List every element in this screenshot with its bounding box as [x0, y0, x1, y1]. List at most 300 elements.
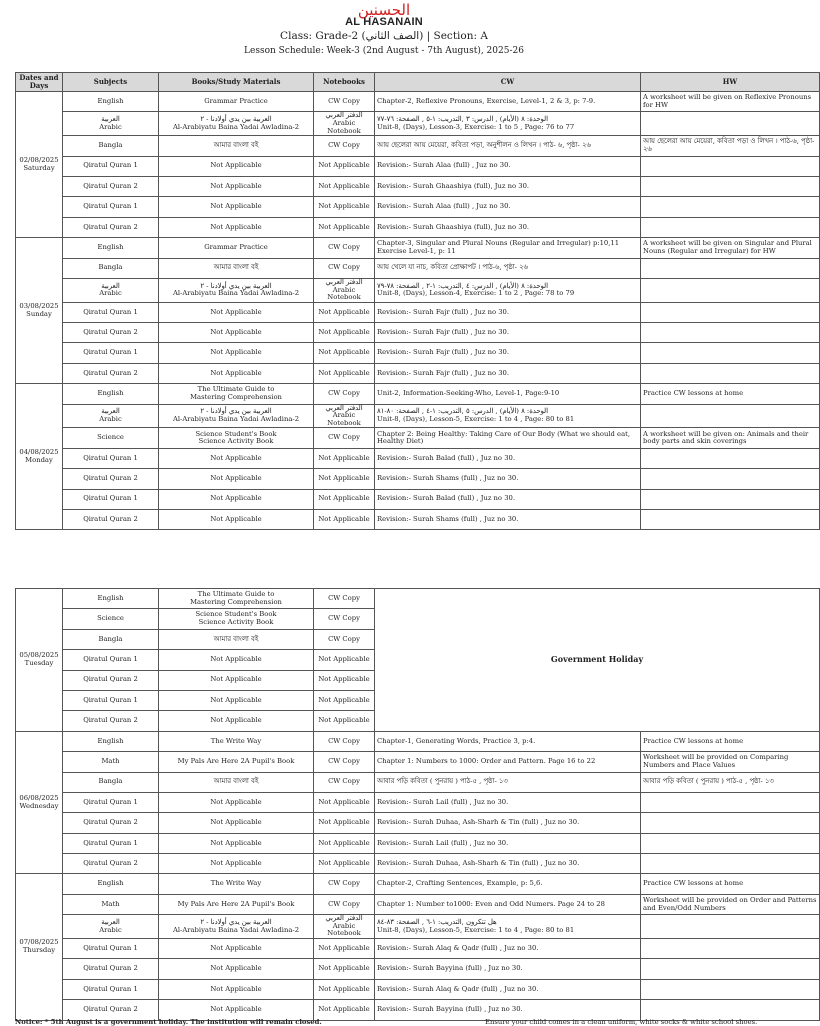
cw-cell-text: Revision:- Surah Duhaa, Ash-Sharh & Tin (full) , Juz no 30.: [377, 858, 580, 867]
notebook-cell-text: Not Applicable: [318, 716, 370, 725]
notebook-cell-text: CW Copy: [328, 389, 360, 398]
subject-cell: [63, 650, 159, 670]
hw-cell-text: Practice CW lessons at home: [643, 389, 744, 398]
table-row: [16, 343, 820, 363]
date-day-cell-text: 05/08/2025: [19, 651, 59, 660]
hw-cell: [641, 489, 820, 509]
subject-cell-text: Math: [101, 757, 120, 766]
date-day-cell-text: 02/08/2025: [19, 155, 59, 164]
subject-cell: [63, 258, 159, 278]
hw-cell: [641, 217, 820, 237]
cw-cell: [375, 448, 641, 468]
notebook-cell-text: Not Applicable: [318, 818, 370, 827]
table-row: [16, 217, 820, 237]
hw-cell: [641, 238, 820, 258]
book-cell-text: العربية بين يدي أولادنا - ٢: [200, 407, 272, 416]
hw-cell: [641, 278, 820, 302]
notebook-cell: [314, 979, 375, 999]
cw-cell: [375, 197, 641, 217]
notebook-cell-text: Not Applicable: [318, 838, 370, 847]
hw-cell: [641, 112, 820, 136]
book-cell: [159, 792, 314, 812]
notebook-cell-text: Not Applicable: [318, 307, 370, 316]
notebook-cell-text: Arabic Notebook: [327, 921, 361, 938]
notebook-cell: [314, 302, 375, 322]
hw-cell: [641, 959, 820, 979]
notebook-cell: [314, 112, 375, 136]
cw-cell-text: Revision:- Surah Shams (full) , Juz no 30.: [377, 474, 519, 483]
subject-cell: [63, 92, 159, 112]
book-cell-text: Science Student's Book: [195, 610, 277, 619]
book-cell-text: Al-Arabiyatu Baina Yadai Awladina-2: [172, 289, 300, 298]
cw-cell: [375, 176, 641, 196]
subject-cell: [63, 278, 159, 302]
book-cell: [159, 343, 314, 363]
book-cell: [159, 469, 314, 489]
notebook-cell: [314, 731, 375, 751]
subject-cell-text: Qiratul Quran 1: [83, 797, 138, 806]
hw-cell: [641, 792, 820, 812]
notebook-cell-text: Not Applicable: [318, 348, 370, 357]
cw-cell-text: Revision:- Surah Alaq & Qadr (full) , Juz no 30.: [377, 943, 539, 952]
cw-cell-text: Unit-2, Information-Seeking-Who, Level-1, Page:9-10: [377, 389, 560, 398]
notebook-cell: [314, 854, 375, 874]
book-cell: [159, 384, 314, 404]
book-cell: [159, 136, 314, 156]
subject-cell: [63, 428, 159, 448]
table-row: [16, 469, 820, 489]
subject-cell: [63, 384, 159, 404]
notebook-cell: [314, 650, 375, 670]
subject-cell: [63, 136, 159, 156]
notebook-cell-text: الدفتر العربي: [325, 111, 363, 120]
notebook-cell: [314, 589, 375, 609]
subject-cell: [63, 589, 159, 609]
subject-cell-text: Qiratul Quran 1: [83, 984, 138, 993]
book-cell: [159, 489, 314, 509]
notebook-cell-text: الدفتر العربي: [325, 914, 363, 923]
book-cell-text: My Pals Are Here 2A Pupil's Book: [177, 899, 295, 908]
cw-cell-text: Revision:- Surah Ghaashiya (full), Juz no 30.: [377, 181, 530, 190]
date-day-cell-text: Sunday: [26, 309, 52, 318]
book-cell: [159, 176, 314, 196]
book-cell-text: আমার বাংলা বই: [213, 141, 259, 150]
subject-cell-text: Qiratul Quran 2: [83, 222, 138, 231]
book-cell-text: The Write Way: [210, 879, 262, 888]
notebook-cell: [314, 915, 375, 939]
date-day-cell-text: 04/08/2025: [19, 448, 59, 457]
header-books: Books/Study Materials: [159, 73, 314, 92]
subject-cell: [63, 711, 159, 731]
subject-cell: [63, 792, 159, 812]
date-day-cell-text: 07/08/2025: [19, 938, 59, 947]
table-row: [16, 772, 820, 792]
hw-cell: [641, 92, 820, 112]
notebook-cell: [314, 894, 375, 914]
notebook-cell: [314, 833, 375, 853]
notebook-cell: [314, 448, 375, 468]
table-row: [16, 894, 820, 914]
cw-cell-text: Unit-8, (Days), Lesson-5, Exercise: 1 to 4 , Page: 80 to 81: [377, 925, 575, 934]
book-cell-text: Grammar Practice: [204, 96, 268, 105]
subject-cell-text: العربية: [101, 407, 120, 416]
subject-cell: [63, 939, 159, 959]
subject-cell-text: Arabic: [99, 925, 122, 934]
subject-cell-text: Qiratul Quran 2: [83, 964, 138, 973]
cw-cell-text: আবার পড়ি কবিতা ( পুনরায় ) পাঠ-৫ , পৃষ্ঠা- ১৩: [377, 777, 508, 786]
notebook-cell-text: CW Copy: [328, 433, 360, 442]
notebook-cell: [314, 813, 375, 833]
book-cell: [159, 509, 314, 529]
notebook-cell-text: Not Applicable: [318, 655, 370, 664]
header-dates: Dates and Days: [16, 73, 63, 92]
book-cell: [159, 979, 314, 999]
book-cell-text: Al-Arabiyatu Baina Yadai Awladina-2: [172, 925, 300, 934]
cw-cell: [375, 156, 641, 176]
subject-cell: [63, 217, 159, 237]
table-header-row: [16, 73, 820, 92]
book-cell: [159, 650, 314, 670]
subject-cell: [63, 854, 159, 874]
notebook-cell: [314, 384, 375, 404]
notebook-cell: [314, 136, 375, 156]
cw-cell-text: Chapter-2, Reflexive Pronouns, Exercise, Level-1, 2 & 3, p: 7-9.: [377, 96, 596, 105]
table-row: [16, 489, 820, 509]
date-day-cell-text: Thursday: [22, 946, 56, 955]
subject-cell-text: Qiratul Quran 2: [83, 514, 138, 523]
subject-cell-text: Qiratul Quran 1: [83, 161, 138, 170]
cw-cell-text: Revision:- Surah Duhaa, Ash-Sharh & Tin (full) , Juz no 30.: [377, 818, 580, 827]
subject-cell-text: English: [97, 593, 124, 602]
cw-cell-text: Revision:- Surah Alaa (full) , Juz no 30.: [377, 161, 511, 170]
subject-cell: [63, 609, 159, 629]
table-row: [16, 589, 820, 609]
hw-cell: [641, 404, 820, 428]
book-cell: [159, 197, 314, 217]
notebook-cell: [314, 711, 375, 731]
hw-cell: [641, 854, 820, 874]
holiday-notice: Notice: * 5th August is a government holiday. The institution will remain closed.: [15, 1018, 322, 1026]
cw-cell: [375, 752, 641, 772]
subject-cell: [63, 979, 159, 999]
subject-cell-text: Qiratul Quran 2: [83, 716, 138, 725]
hw-cell: [641, 258, 820, 278]
cw-cell: [375, 323, 641, 343]
table-row: [16, 813, 820, 833]
subject-cell-text: Bangla: [98, 263, 123, 272]
notebook-cell-text: CW Copy: [328, 243, 360, 252]
subject-cell: [63, 959, 159, 979]
table-row: [16, 428, 820, 448]
subject-cell-text: العربية: [101, 281, 120, 290]
book-cell: [159, 217, 314, 237]
subject-cell-text: Science: [97, 433, 124, 442]
school-logo-arabic: الحسنين: [357, 1, 411, 19]
hw-cell-text: Practice CW lessons at home: [643, 736, 744, 745]
notebook-cell-text: Arabic Notebook: [327, 118, 361, 135]
hw-cell: [641, 428, 820, 448]
subject-cell-text: Qiratul Quran 1: [83, 307, 138, 316]
notebook-cell-text: CW Copy: [328, 96, 360, 105]
date-day-cell-text: Monday: [25, 455, 53, 464]
notebook-cell-text: CW Copy: [328, 593, 360, 602]
cw-cell-text: Revision:- Surah Fajr (full) , Juz no 30.: [377, 327, 510, 336]
book-cell-text: العربية بين يدي أولادنا - ٢: [200, 918, 272, 927]
notebook-cell-text: CW Copy: [328, 634, 360, 643]
book-cell: [159, 589, 314, 609]
hw-cell: [641, 772, 820, 792]
table-row: [16, 939, 820, 959]
date-day-cell-text: 06/08/2025: [19, 794, 59, 802]
notebook-cell: [314, 469, 375, 489]
date-day-cell-text: Wednesday: [19, 801, 59, 810]
cw-cell-text: الوحدة: ٨ (الأيام) , الدرس: ٥ ,التدريب: ١-٤ , الصفحة: ٨٠-٨١: [377, 407, 549, 416]
subject-cell: [63, 404, 159, 428]
notebook-cell: [314, 1000, 375, 1020]
subject-cell: [63, 813, 159, 833]
cw-cell: [375, 731, 641, 751]
cw-cell-text: Revision:- Surah Fajr (full) , Juz no 30.: [377, 307, 510, 316]
table-row: [16, 323, 820, 343]
book-cell: [159, 302, 314, 322]
notebook-cell: [314, 752, 375, 772]
table-row: [16, 384, 820, 404]
cw-cell: [375, 384, 641, 404]
notebook-cell-text: CW Copy: [328, 614, 360, 623]
cw-cell-text: Revision:- Surah Lail (full) , Juz no 30.: [377, 838, 509, 847]
hw-cell: [641, 448, 820, 468]
cw-cell: [375, 979, 641, 999]
book-cell: [159, 609, 314, 629]
notebook-cell: [314, 629, 375, 649]
subject-cell: [63, 448, 159, 468]
cw-cell-text: Unit-8, (Days), Lesson-5, Exercise: 1 to 4 , Page: 80 to 81: [377, 415, 575, 424]
notebook-cell-text: Not Applicable: [318, 222, 370, 231]
date-day-cell: [16, 92, 63, 238]
date-day-cell: [16, 238, 63, 384]
government-holiday-cell-text: Government Holiday: [550, 654, 644, 665]
book-cell-text: Not Applicable: [210, 675, 262, 684]
book-cell: [159, 894, 314, 914]
cw-cell: [375, 238, 641, 258]
hw-cell: [641, 731, 820, 751]
book-cell-text: আমার বাংলা বই: [213, 634, 259, 643]
subject-cell: [63, 629, 159, 649]
book-cell-text: Not Applicable: [210, 984, 262, 993]
notebook-cell-text: Not Applicable: [318, 181, 370, 190]
cw-cell-text: الوحدة: ٨ (الأيام) , الدرس: ٣ ,التدريب: ١-٥ , الصفحة: ٧٦-٧٧: [377, 115, 549, 124]
subject-cell-text: Bangla: [98, 777, 123, 786]
subject-cell: [63, 833, 159, 853]
notebook-cell: [314, 772, 375, 792]
book-cell: [159, 731, 314, 751]
cw-cell-text: هل تتكرون ,التدريب: ١-٦ , الصفحة: ٨٣-٨٤: [377, 918, 497, 927]
hw-cell: [641, 176, 820, 196]
subject-cell: [63, 197, 159, 217]
book-cell-text: Science Student's Book: [195, 429, 277, 438]
subject-cell-text: English: [97, 879, 124, 888]
book-cell-text: Not Applicable: [210, 181, 262, 190]
cw-cell: [375, 772, 641, 792]
notebook-cell-text: CW Copy: [328, 879, 360, 888]
subject-cell-text: Qiratul Quran 2: [83, 181, 138, 190]
subject-cell-text: Qiratul Quran 1: [83, 494, 138, 503]
subject-cell-text: Qiratul Quran 2: [83, 368, 138, 377]
book-cell: [159, 915, 314, 939]
subject-cell-text: Qiratul Quran 2: [83, 1005, 138, 1014]
school-logo-name: AL HASANAIN: [345, 16, 423, 28]
notebook-cell-text: CW Copy: [328, 777, 360, 786]
subject-cell-text: English: [97, 736, 124, 745]
book-cell-text: আমার বাংলা বই: [213, 263, 259, 272]
book-cell: [159, 690, 314, 710]
hw-cell-text: Worksheet will be provided on Comparing Numbers and Place Values: [643, 753, 789, 769]
cw-cell: [375, 833, 641, 853]
subject-cell: [63, 670, 159, 690]
subject-cell-text: Science: [97, 614, 124, 623]
subject-cell: [63, 509, 159, 529]
notebook-cell-text: Not Applicable: [318, 474, 370, 483]
cw-cell-text: Unit-8, (Days), Lesson-4, Exercise: 1 to 2 , Page: 78 to 79: [377, 289, 575, 298]
book-cell-text: Mastering Comprehension: [190, 392, 282, 401]
cw-cell-text: Revision:- Surah Alaa (full) , Juz no 30.: [377, 202, 511, 211]
class-section-line: Class: Grade-2 (الصف الثاني) | Section: A: [280, 30, 488, 42]
notebook-cell: [314, 792, 375, 812]
notebook-cell-text: Not Applicable: [318, 453, 370, 462]
book-cell-text: My Pals Are Here 2A Pupil's Book: [177, 757, 295, 766]
date-day-cell: [16, 384, 63, 530]
cw-cell: [375, 813, 641, 833]
table-row: [16, 404, 820, 428]
table-row: [16, 176, 820, 196]
book-cell-text: Not Applicable: [210, 307, 262, 316]
book-cell-text: Not Applicable: [210, 943, 262, 952]
book-cell: [159, 959, 314, 979]
cw-cell: [375, 915, 641, 939]
notebook-cell: [314, 217, 375, 237]
notebook-cell-text: Not Applicable: [318, 964, 370, 973]
table-row: [16, 92, 820, 112]
book-cell: [159, 874, 314, 894]
subject-cell: [63, 874, 159, 894]
table-row: [16, 197, 820, 217]
hw-cell: [641, 197, 820, 217]
book-cell-text: Not Applicable: [210, 1005, 262, 1014]
table-row: [16, 156, 820, 176]
table-row: [16, 136, 820, 156]
table-row: [16, 302, 820, 322]
hw-cell-text: Worksheet will be provided on Order and Patterns and Even/Odd Numbers: [643, 895, 817, 912]
book-cell-text: Not Applicable: [210, 858, 262, 867]
notebook-cell: [314, 959, 375, 979]
table-row: [16, 258, 820, 278]
cw-cell: [375, 939, 641, 959]
cw-cell: [375, 258, 641, 278]
subject-cell-text: Qiratul Quran 1: [83, 453, 138, 462]
notebook-cell: [314, 92, 375, 112]
uniform-notice: Ensure your child comes in a clean uniform, white socks & white school shoes.: [485, 1018, 758, 1026]
notebook-cell-text: Not Applicable: [318, 675, 370, 684]
table-row: [16, 509, 820, 529]
book-cell-text: The Ultimate Guide to: [197, 385, 275, 394]
subject-cell-text: Arabic: [99, 289, 122, 298]
book-cell: [159, 428, 314, 448]
hw-cell: [641, 384, 820, 404]
subject-cell: [63, 112, 159, 136]
book-cell-text: Not Applicable: [210, 797, 262, 806]
subject-cell-text: Qiratul Quran 2: [83, 675, 138, 684]
header-cw: CW: [375, 73, 641, 92]
date-day-cell: [16, 731, 63, 874]
notebook-cell: [314, 197, 375, 217]
notebook-cell-text: Not Applicable: [318, 368, 370, 377]
book-cell-text: Not Applicable: [210, 453, 262, 462]
notebook-cell: [314, 670, 375, 690]
book-cell-text: Not Applicable: [210, 327, 262, 336]
subject-cell: [63, 343, 159, 363]
book-cell-text: Not Applicable: [210, 368, 262, 377]
book-cell: [159, 92, 314, 112]
book-cell: [159, 258, 314, 278]
notebook-cell: [314, 176, 375, 196]
book-cell-text: Science Activity Book: [198, 618, 274, 627]
notebook-cell: [314, 238, 375, 258]
book-cell-text: Not Applicable: [210, 348, 262, 357]
subject-cell: [63, 752, 159, 772]
cw-cell: [375, 278, 641, 302]
subject-cell-text: English: [97, 389, 124, 398]
notebook-cell-text: Not Applicable: [318, 695, 370, 704]
subject-cell-text: Bangla: [98, 141, 123, 150]
date-day-cell: [16, 589, 63, 732]
cw-cell-text: Revision:- Surah Fajr (full) , Juz no 30.: [377, 368, 510, 377]
table-row: [16, 833, 820, 853]
cw-cell: [375, 469, 641, 489]
hw-cell: [641, 752, 820, 772]
schedule-table-page2: [15, 588, 820, 1021]
notebook-cell-text: Arabic Notebook: [327, 285, 361, 302]
date-day-cell: [16, 874, 63, 1020]
book-cell: [159, 813, 314, 833]
book-cell-text: Grammar Practice: [204, 243, 268, 252]
cw-cell-text: Chapter 1: Numbers to 1000: Order and Pattern. Page 16 to 22: [377, 757, 596, 766]
notebook-cell-text: Not Applicable: [318, 327, 370, 336]
book-cell-text: Not Applicable: [210, 838, 262, 847]
book-cell: [159, 629, 314, 649]
hw-cell: [641, 979, 820, 999]
table-row: [16, 979, 820, 999]
book-cell: [159, 772, 314, 792]
book-cell-text: Science Activity Book: [198, 437, 274, 446]
date-day-cell-text: Saturday: [23, 163, 55, 172]
notebook-cell: [314, 156, 375, 176]
book-cell: [159, 278, 314, 302]
cw-cell: [375, 489, 641, 509]
notebook-cell-text: Not Applicable: [318, 858, 370, 867]
book-cell-text: Not Applicable: [210, 716, 262, 725]
subject-cell: [63, 238, 159, 258]
notebook-cell: [314, 363, 375, 383]
notebook-cell-text: Arabic Notebook: [327, 411, 361, 427]
hw-cell: [641, 323, 820, 343]
book-cell-text: العربية بين يدي أولادنا - ٢: [200, 281, 272, 290]
subject-cell: [63, 176, 159, 196]
cw-cell-text: Revision:- Surah Alaq & Qadr (full) , Juz no 30.: [377, 984, 539, 993]
subject-cell-text: Bangla: [98, 634, 123, 643]
subject-cell-text: Qiratul Quran 1: [83, 943, 138, 952]
notebook-cell: [314, 874, 375, 894]
cw-cell-text: Revision:- Surah Ghaashiya (full), Juz no 30.: [377, 222, 530, 231]
